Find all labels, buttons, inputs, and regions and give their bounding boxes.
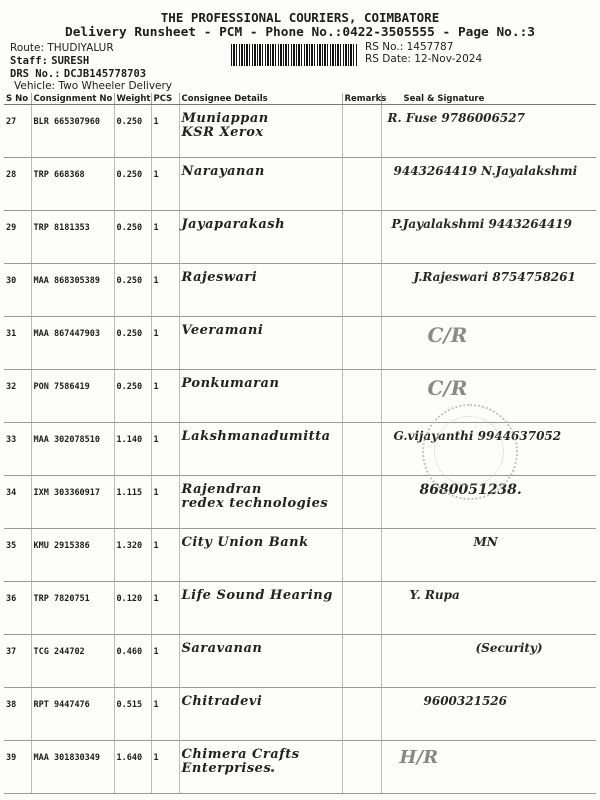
row-pcs: 1 bbox=[151, 476, 179, 529]
drs-value: DCJB145778703 bbox=[63, 68, 147, 80]
row-pcs: 1 bbox=[151, 370, 179, 423]
row-sno: 29 bbox=[4, 211, 31, 264]
col-seal-signature: Seal & Signature bbox=[381, 93, 596, 105]
row-signature bbox=[381, 688, 596, 741]
rs-number: RS No.: 1457787 bbox=[365, 41, 454, 53]
row-sno: 32 bbox=[4, 370, 31, 423]
table-row bbox=[4, 158, 596, 211]
consignee-name: Life Sound Hearing bbox=[181, 588, 333, 603]
row-weight: 1.640 bbox=[114, 741, 151, 794]
table-row bbox=[4, 317, 596, 370]
col-remarks: Remarks bbox=[342, 93, 381, 105]
signature-text: P.Jayalakshmi 9443264419 bbox=[391, 217, 572, 231]
route-value: THUDIYALUR bbox=[47, 42, 114, 54]
row-weight: 0.515 bbox=[114, 688, 151, 741]
row-sno: 27 bbox=[4, 105, 31, 158]
row-consignment-no: PON 7586419 bbox=[31, 370, 114, 423]
table-row bbox=[4, 370, 596, 423]
row-pcs: 1 bbox=[151, 264, 179, 317]
col-sno: S No bbox=[4, 93, 31, 105]
row-remarks bbox=[342, 688, 381, 741]
table-row bbox=[4, 529, 596, 582]
row-consignee bbox=[179, 476, 342, 529]
col-consignment: Consignment No bbox=[31, 93, 114, 105]
row-pcs: 1 bbox=[151, 317, 179, 370]
staff-label: Staff: bbox=[10, 55, 48, 67]
row-remarks bbox=[342, 158, 381, 211]
drs-label: DRS No.: bbox=[10, 68, 61, 80]
rs-date: RS Date: 12-Nov-2024 bbox=[365, 53, 483, 65]
row-consignee bbox=[179, 264, 342, 317]
row-signature bbox=[381, 317, 596, 370]
row-pcs: 1 bbox=[151, 635, 179, 688]
runsheet-barcode bbox=[231, 44, 358, 66]
row-remarks bbox=[342, 529, 381, 582]
signature-text: 8680051238. bbox=[419, 482, 522, 498]
row-consignee bbox=[179, 105, 342, 158]
table-row bbox=[4, 264, 596, 317]
row-pcs: 1 bbox=[151, 688, 179, 741]
row-consignment-no: MAA 301830349 bbox=[31, 741, 114, 794]
row-sno: 35 bbox=[4, 529, 31, 582]
row-weight: 1.320 bbox=[114, 529, 151, 582]
consignee-name: Veeramani bbox=[181, 323, 264, 338]
row-consignment-no: RPT 9447476 bbox=[31, 688, 114, 741]
signature-text: Y. Rupa bbox=[409, 588, 460, 602]
row-remarks bbox=[342, 476, 381, 529]
row-weight: 0.250 bbox=[114, 211, 151, 264]
row-sno: 37 bbox=[4, 635, 31, 688]
row-consignment-no: TRP 7820751 bbox=[31, 582, 114, 635]
row-consignment-no: IXM 303360917 bbox=[31, 476, 114, 529]
row-consignment-no: TRP 668368 bbox=[31, 158, 114, 211]
row-sno: 31 bbox=[4, 317, 31, 370]
row-sno: 30 bbox=[4, 264, 31, 317]
consignee-name: Lakshmanadumitta bbox=[181, 429, 331, 444]
vehicle-line: Vehicle: Two Wheeler Delivery bbox=[14, 80, 173, 92]
row-consignee bbox=[179, 317, 342, 370]
row-sno: 38 bbox=[4, 688, 31, 741]
consignee-name: Rajendran bbox=[181, 482, 262, 497]
row-signature bbox=[381, 741, 596, 794]
table-row bbox=[4, 688, 596, 741]
row-pcs: 1 bbox=[151, 211, 179, 264]
signature-text: H/R bbox=[399, 747, 439, 768]
row-sno: 28 bbox=[4, 158, 31, 211]
signature-text: G.vijayanthi 9944637052 bbox=[393, 429, 562, 443]
row-weight: 0.250 bbox=[114, 264, 151, 317]
table-row bbox=[4, 105, 596, 158]
row-sno: 34 bbox=[4, 476, 31, 529]
consignee-name: Narayanan bbox=[181, 164, 265, 179]
signature-text: (Security) bbox=[475, 641, 543, 655]
row-signature bbox=[381, 211, 596, 264]
row-weight: 0.250 bbox=[114, 158, 151, 211]
row-consignee bbox=[179, 688, 342, 741]
table-row bbox=[4, 476, 596, 529]
row-consignee bbox=[179, 370, 342, 423]
row-sno: 39 bbox=[4, 741, 31, 794]
staff-value: SURESH bbox=[51, 55, 90, 67]
consignee-name: Jayaparakash bbox=[181, 217, 286, 232]
table-row bbox=[4, 635, 596, 688]
company-title: THE PROFESSIONAL COURIERS, COIMBATORE bbox=[160, 10, 440, 25]
row-signature bbox=[381, 529, 596, 582]
row-signature bbox=[381, 635, 596, 688]
staff-line bbox=[10, 55, 89, 67]
row-remarks bbox=[342, 635, 381, 688]
row-consignment-no: MAA 302078510 bbox=[31, 423, 114, 476]
consignee-name: Chitradevi bbox=[181, 694, 263, 709]
table-row bbox=[4, 582, 596, 635]
row-sno: 36 bbox=[4, 582, 31, 635]
row-consignment-no: BLR 665307960 bbox=[31, 105, 114, 158]
consignee-name: Muniappan bbox=[181, 111, 269, 126]
row-consignee bbox=[179, 423, 342, 476]
row-remarks bbox=[342, 370, 381, 423]
row-remarks bbox=[342, 211, 381, 264]
signature-text: C/R bbox=[427, 376, 468, 400]
row-remarks bbox=[342, 423, 381, 476]
col-pcs: PCS bbox=[151, 93, 179, 105]
row-pcs: 1 bbox=[151, 158, 179, 211]
row-signature bbox=[381, 105, 596, 158]
consignee-name: Rajeswari bbox=[181, 270, 258, 285]
signature-text: R. Fuse 9786006527 bbox=[387, 111, 525, 125]
row-weight: 0.250 bbox=[114, 105, 151, 158]
signature-text: C/R bbox=[427, 323, 468, 347]
row-weight: 0.250 bbox=[114, 370, 151, 423]
row-pcs: 1 bbox=[151, 582, 179, 635]
row-weight: 0.120 bbox=[114, 582, 151, 635]
consignee-name: City Union Bank bbox=[181, 535, 309, 550]
row-consignment-no: TCG 244702 bbox=[31, 635, 114, 688]
row-consignee bbox=[179, 741, 342, 794]
row-pcs: 1 bbox=[151, 423, 179, 476]
row-consignee bbox=[179, 529, 342, 582]
consignee-detail: Enterprises bbox=[181, 761, 272, 776]
col-consignee: Consignee Details bbox=[179, 93, 342, 105]
row-weight: 0.250 bbox=[114, 317, 151, 370]
row-remarks bbox=[342, 264, 381, 317]
route-line bbox=[10, 42, 114, 54]
row-remarks bbox=[342, 105, 381, 158]
courier-stamp bbox=[422, 404, 518, 500]
row-consignee bbox=[179, 158, 342, 211]
row-consignment-no: TRP 8181353 bbox=[31, 211, 114, 264]
row-signature bbox=[381, 158, 596, 211]
consignee-name: Chimera Crafts bbox=[181, 747, 300, 762]
row-weight: 1.140 bbox=[114, 423, 151, 476]
table-row bbox=[4, 211, 596, 264]
row-consignment-no: MAA 867447903 bbox=[31, 317, 114, 370]
row-remarks bbox=[342, 582, 381, 635]
route-label: Route: bbox=[10, 42, 45, 54]
drs-line bbox=[10, 68, 146, 80]
table-header-row bbox=[4, 93, 596, 105]
signature-text: 9443264419 N.Jayalakshmi bbox=[393, 164, 578, 178]
row-remarks bbox=[342, 317, 381, 370]
consignee-detail: KSR Xerox bbox=[181, 125, 264, 140]
consignee-name: Saravanan bbox=[181, 641, 263, 656]
row-weight: 0.460 bbox=[114, 635, 151, 688]
table-row bbox=[4, 741, 596, 794]
row-consignee bbox=[179, 582, 342, 635]
runsheet-subtitle: Delivery Runsheet - PCM - Phone No.:0422-3505555 - Page No.:3 bbox=[65, 25, 535, 40]
row-remarks bbox=[342, 741, 381, 794]
signature-text: MN bbox=[473, 535, 498, 549]
page-mark bbox=[271, 769, 274, 772]
row-pcs: 1 bbox=[151, 105, 179, 158]
signature-text: 9600321526 bbox=[423, 694, 507, 708]
row-consignment-no: KMU 2915386 bbox=[31, 529, 114, 582]
row-weight: 1.115 bbox=[114, 476, 151, 529]
row-signature bbox=[381, 582, 596, 635]
row-signature bbox=[381, 264, 596, 317]
consignee-name: Ponkumaran bbox=[181, 376, 280, 391]
col-weight: Weight bbox=[114, 93, 151, 105]
row-consignee bbox=[179, 635, 342, 688]
consignee-detail: redex technologies bbox=[181, 496, 329, 511]
row-consignee bbox=[179, 211, 342, 264]
row-pcs: 1 bbox=[151, 741, 179, 794]
row-consignment-no: MAA 868305389 bbox=[31, 264, 114, 317]
signature-text: J.Rajeswari 8754758261 bbox=[413, 270, 576, 284]
row-pcs: 1 bbox=[151, 529, 179, 582]
row-sno: 33 bbox=[4, 423, 31, 476]
